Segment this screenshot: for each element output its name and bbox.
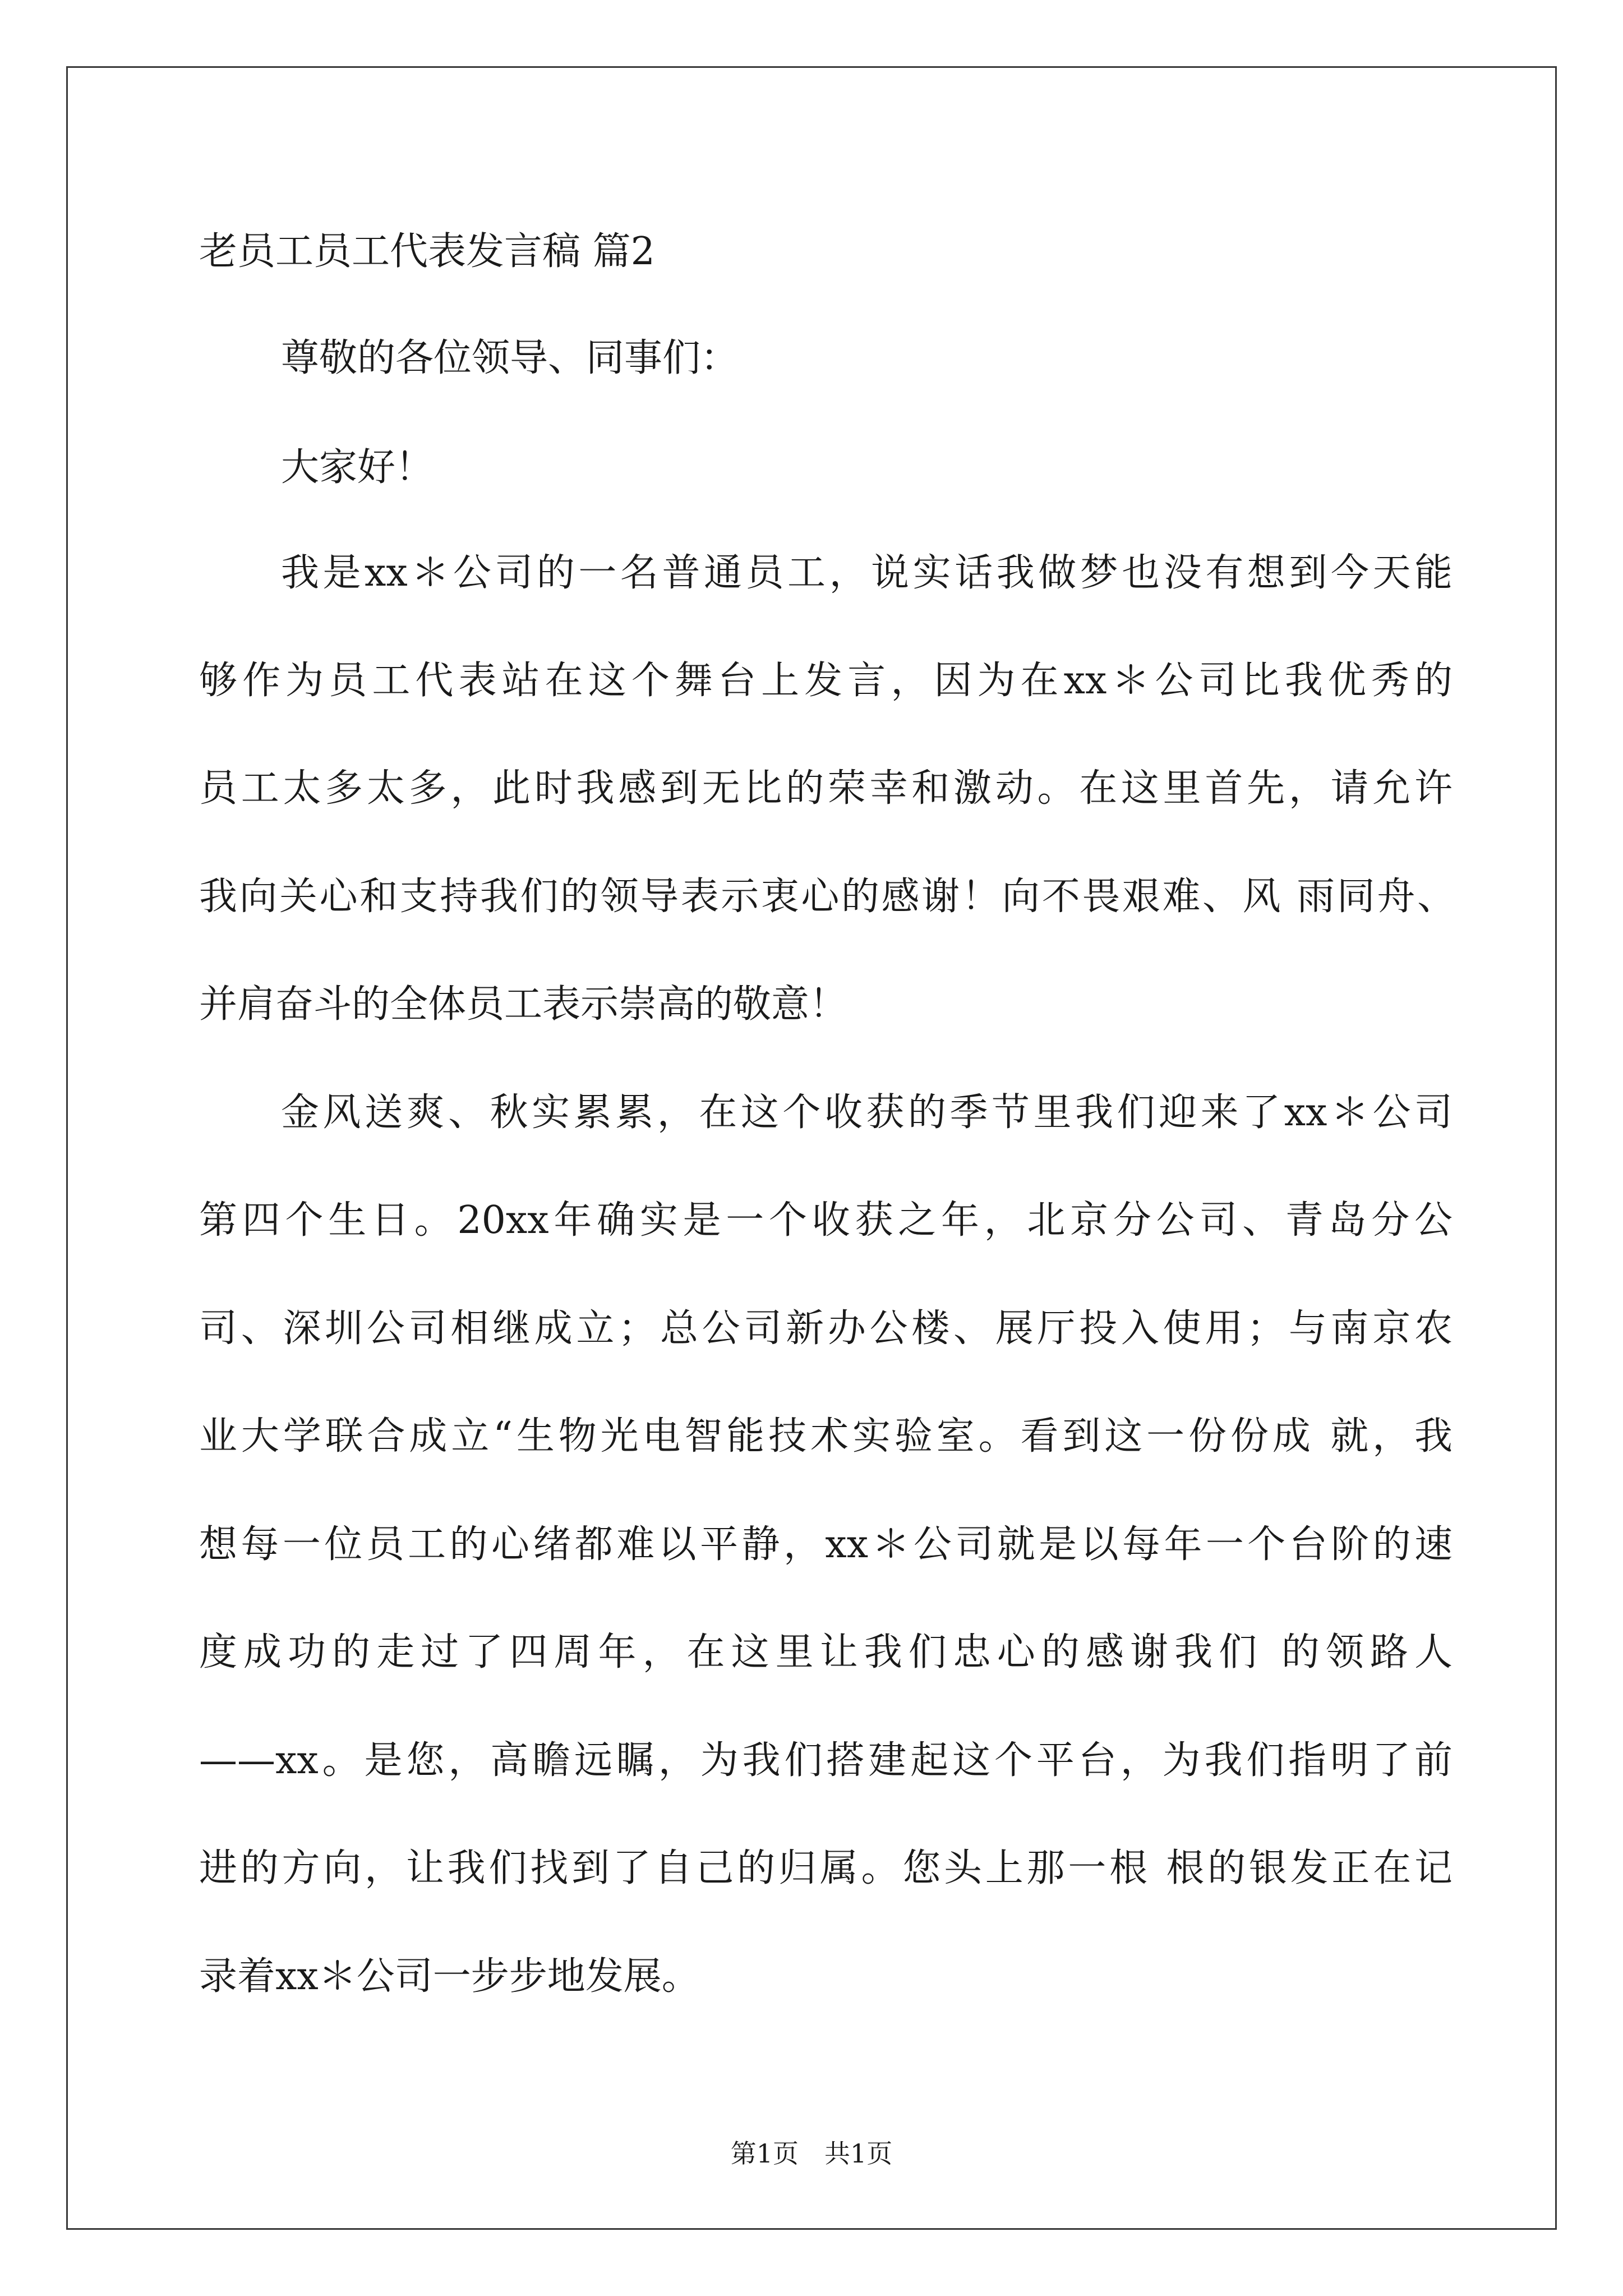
paragraph-2-line-4: 业大学联合成立“生物光电智能技术实验室。看到这一份份成 就，我 bbox=[199, 1414, 1453, 1458]
paragraph-2-line-8: 进的方向，让我们找到了自己的归属。您头上那一根 根的银发正在记 bbox=[199, 1846, 1453, 1890]
paragraph-2-line-1: 金风送爽、秋实累累，在这个收获的季节里我们迎来了xx＊公司 bbox=[281, 1091, 1453, 1135]
greeting: 大家好！ bbox=[281, 445, 434, 490]
paragraph-2-line-3: 司、深圳公司相继成立；总公司新办公楼、展厅投入使用；与南京农 bbox=[199, 1306, 1453, 1351]
page-number-footer: 第1页 共1页 bbox=[730, 2138, 893, 2169]
paragraph-2-line-5: 想每一位员工的心绪都难以平静，xx＊公司就是以每年一个台阶的速 bbox=[199, 1522, 1453, 1567]
paragraph-2-line-6: 度成功的走过了四周年，在这里让我们忠心的感谢我们 的领路人 bbox=[199, 1630, 1453, 1674]
paragraph-1-line-2: 够作为员工代表站在这个舞台上发言，因为在xx＊公司比我优秀的 bbox=[199, 659, 1453, 703]
document-title: 老员工员工代表发言稿 篇2 bbox=[199, 229, 655, 274]
salutation: 尊敬的各位领导、同事们： bbox=[281, 336, 739, 380]
paragraph-1-line-3: 员工太多太多，此时我感到无比的荣幸和激动。在这里首先，请允许 bbox=[199, 766, 1453, 811]
paragraph-1-line-5: 并肩奋斗的全体员工表示崇高的敬意！ bbox=[199, 982, 848, 1027]
page-border bbox=[66, 66, 1557, 2230]
paragraph-1-line-4: 我向关心和支持我们的领导表示衷心的感谢！向不畏艰难、风 雨同舟、 bbox=[199, 875, 1455, 919]
paragraph-2-line-7: ——xx。是您，高瞻远瞩，为我们搭建起这个平台，为我们指明了前 bbox=[199, 1738, 1453, 1783]
paragraph-2-line-9: 录着xx＊公司一步步地发展。 bbox=[199, 1954, 700, 1999]
paragraph-2-line-2: 第四个生日。20xx年确实是一个收获之年，北京分公司、青岛分公 bbox=[199, 1198, 1453, 1243]
paragraph-1-line-1: 我是xx＊公司的一名普通员工，说实话我做梦也没有想到今天能 bbox=[281, 551, 1453, 595]
